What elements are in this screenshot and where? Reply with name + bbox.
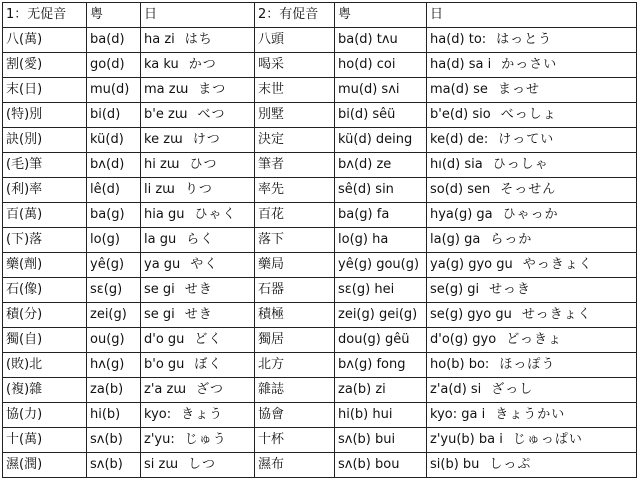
kana: ひゃっか (502, 207, 559, 222)
japanese-reading (141, 128, 255, 153)
japanese-reading (141, 353, 255, 378)
word-geminate: 濕布 (255, 453, 335, 478)
japanese-reading (141, 403, 255, 428)
cantonese-reading-2: sɛ(g) hei (335, 278, 427, 303)
cantonese-reading: ba(g) (87, 203, 141, 228)
word-geminate: 末世 (255, 78, 335, 103)
table-row (3, 328, 637, 353)
word-no-geminate: 割(愛) (3, 53, 87, 78)
table-row (3, 103, 637, 128)
word-geminate: 積極 (255, 303, 335, 328)
japanese-reading-2 (427, 453, 637, 478)
table-row (3, 128, 637, 153)
romaji: ho(b) bo: (430, 357, 490, 372)
cantonese-reading-2: yê(g) gou(g) (335, 253, 427, 278)
cantonese-reading: ou(g) (87, 328, 141, 353)
cantonese-reading-2: hi(b) hui (335, 403, 427, 428)
word-geminate: 別墅 (255, 103, 335, 128)
word-no-geminate: (下)落 (3, 228, 87, 253)
table-row (3, 278, 637, 303)
cantonese-reading-2: bi(d) sêü (335, 103, 427, 128)
japanese-reading-2 (427, 428, 637, 453)
romaji: d'o gu (144, 332, 185, 347)
romaji: ya(g) gyo gu (430, 257, 513, 272)
word-no-geminate: 濕(潤) (3, 453, 87, 478)
kana: ぼく (194, 357, 223, 372)
table-row (3, 53, 637, 78)
table-row (3, 378, 637, 403)
kana: らく (186, 232, 215, 247)
romaji: hi zɯ (144, 157, 180, 172)
romaji: ha zi (144, 32, 175, 47)
japanese-reading (141, 53, 255, 78)
word-no-geminate: 八(萬) (3, 28, 87, 53)
kana: けつ (192, 132, 221, 147)
word-geminate: 藥局 (255, 253, 335, 278)
word-no-geminate: (毛)筆 (3, 153, 87, 178)
japanese-reading (141, 153, 255, 178)
cantonese-reading: yê(g) (87, 253, 141, 278)
romaji: ma zɯ (144, 82, 189, 97)
word-geminate: 獨居 (255, 328, 335, 353)
japanese-reading-2 (427, 378, 637, 403)
japanese-reading (141, 228, 255, 253)
romaji: ma(d) se (430, 82, 488, 97)
kana: やく (190, 257, 219, 272)
japanese-reading-2 (427, 203, 637, 228)
table-row (3, 403, 637, 428)
word-geminate: 決定 (255, 128, 335, 153)
word-geminate: 筆者 (255, 153, 335, 178)
romaji: ke(d) de: (430, 132, 489, 147)
cantonese-reading-2: sʌ(b) bui (335, 428, 427, 453)
romaji: z'yu: (144, 432, 175, 447)
kana: どく (194, 332, 223, 347)
word-no-geminate: (特)別 (3, 103, 87, 128)
romaji: se gi (144, 307, 175, 322)
kana: ざっし (491, 382, 534, 397)
romaji: kyo: ga i (430, 407, 486, 422)
romaji: b'e zɯ (144, 107, 188, 122)
kana: まつ (198, 82, 227, 97)
table-row (3, 178, 637, 203)
kana: きょう (181, 407, 224, 422)
cantonese-reading-2: sʌ(b) bou (335, 453, 427, 478)
japanese-reading (141, 278, 255, 303)
cantonese-reading-2: dou(g) gêü (335, 328, 427, 353)
word-no-geminate: 十(萬) (3, 428, 87, 453)
word-no-geminate: 石(像) (3, 278, 87, 303)
kana: べっしょ (500, 107, 557, 122)
japanese-reading-2 (427, 403, 637, 428)
header-row (3, 3, 637, 28)
cantonese-reading-2: za(b) zi (335, 378, 427, 403)
romaji: ya gu (144, 257, 181, 272)
table-row (3, 353, 637, 378)
romaji: se(g) gi (430, 282, 480, 297)
kana: しつ (188, 457, 217, 472)
japanese-reading-2 (427, 328, 637, 353)
table-row (3, 253, 637, 278)
kana: はっとう (496, 32, 553, 47)
romaji: la(g) ga (430, 232, 481, 247)
header-yue-2: 粤 (335, 3, 427, 28)
word-geminate: 石器 (255, 278, 335, 303)
kana: はち (184, 32, 213, 47)
kana: せっき (489, 282, 531, 297)
romaji: la gu (144, 232, 177, 247)
japanese-reading-2 (427, 353, 637, 378)
word-no-geminate: (複)雜 (3, 378, 87, 403)
japanese-reading-2 (427, 53, 637, 78)
word-no-geminate: 藥(劑) (3, 253, 87, 278)
cantonese-reading-2: sê(d) sin (335, 178, 427, 203)
kana: そっせん (500, 182, 557, 197)
kana: ひっしゃ (492, 157, 549, 172)
table-row (3, 203, 637, 228)
cantonese-reading: lê(d) (87, 178, 141, 203)
kana: まっせ (497, 82, 540, 97)
kana: じゅう (184, 432, 227, 447)
word-no-geminate: 協(力) (3, 403, 87, 428)
japanese-reading (141, 378, 255, 403)
kana: せき (184, 307, 213, 322)
kana: べつ (197, 107, 226, 122)
word-geminate: 率先 (255, 178, 335, 203)
word-geminate: 百花 (255, 203, 335, 228)
cantonese-reading: bʌ(d) (87, 153, 141, 178)
romaji: z'a(d) si (430, 382, 482, 397)
kana: しっぷ (489, 457, 532, 472)
romaji: ka ku (144, 57, 179, 72)
japanese-reading (141, 78, 255, 103)
kana: せき (184, 282, 213, 297)
romaji: ha(d) sa i (430, 57, 492, 72)
romaji: li zɯ (144, 182, 175, 197)
table-row (3, 28, 637, 53)
japanese-reading-2 (427, 278, 637, 303)
cantonese-reading-2: zei(g) gei(g) (335, 303, 427, 328)
cantonese-reading: bi(d) (87, 103, 141, 128)
cantonese-reading-2: ba(g) fa (335, 203, 427, 228)
romaji: hı(d) sia (430, 157, 483, 172)
kana: けってい (498, 132, 555, 147)
japanese-reading-2 (427, 253, 637, 278)
japanese-reading-2 (427, 128, 637, 153)
header-left-group: 1：无促音 (3, 3, 87, 28)
word-geminate: 雜誌 (255, 378, 335, 403)
cantonese-reading: mu(d) (87, 78, 141, 103)
word-no-geminate: 末(日) (3, 78, 87, 103)
kana: じゅっぱい (512, 432, 583, 447)
romaji: z'yu(b) ba i (430, 432, 503, 447)
kana: ひゃく (194, 207, 237, 222)
cantonese-reading-2: ba(d) tʌu (335, 28, 427, 53)
kana: かっさい (501, 57, 558, 72)
japanese-reading-2 (427, 303, 637, 328)
cantonese-reading-2: lo(g) ha (335, 228, 427, 253)
japanese-reading (141, 303, 255, 328)
cantonese-reading: hʌ(g) (87, 353, 141, 378)
romaji: hya(g) ga (430, 207, 493, 222)
kana: りつ (184, 182, 213, 197)
cantonese-reading-2: mu(d) sʌi (335, 78, 427, 103)
romaji: hia gu (144, 207, 185, 222)
kana: かつ (188, 57, 217, 72)
japanese-reading-2 (427, 153, 637, 178)
table-row (3, 78, 637, 103)
romaji: z'a zɯ (144, 382, 186, 397)
japanese-reading-2 (427, 78, 637, 103)
cantonese-reading-2: bʌ(d) ze (335, 153, 427, 178)
cantonese-reading: sʌ(b) (87, 453, 141, 478)
romaji: so(d) sen (430, 182, 491, 197)
table-row (3, 453, 637, 478)
table-row (3, 228, 637, 253)
japanese-reading-2 (427, 28, 637, 53)
word-geminate: 喝采 (255, 53, 335, 78)
romaji: b'o gu (144, 357, 185, 372)
cantonese-reading: kü(d) (87, 128, 141, 153)
kana: ひつ (189, 157, 218, 172)
word-geminate: 十杯 (255, 428, 335, 453)
japanese-reading (141, 328, 255, 353)
cantonese-reading: lo(g) (87, 228, 141, 253)
romaji: kyo: (144, 407, 172, 422)
japanese-reading (141, 253, 255, 278)
header-right-group: 2：有促音 (255, 3, 335, 28)
cantonese-reading-2: kü(d) deing (335, 128, 427, 153)
japanese-reading-2 (427, 228, 637, 253)
header-yue: 粤 (87, 3, 141, 28)
word-no-geminate: 積(分) (3, 303, 87, 328)
word-no-geminate: (利)率 (3, 178, 87, 203)
cantonese-reading: zei(g) (87, 303, 141, 328)
cantonese-reading: go(d) (87, 53, 141, 78)
romaji: se(g) gyo gu (430, 307, 512, 322)
japanese-reading (141, 203, 255, 228)
kana: ほっぽう (499, 357, 556, 372)
japanese-reading-2 (427, 178, 637, 203)
japanese-reading-2 (427, 103, 637, 128)
japanese-reading (141, 453, 255, 478)
kana: せっきょく (521, 307, 592, 322)
kana: きょうかい (495, 407, 566, 422)
kana: らっか (490, 232, 533, 247)
word-geminate: 北方 (255, 353, 335, 378)
header-ri-2: 日 (427, 3, 637, 28)
cantonese-reading: sʌ(b) (87, 428, 141, 453)
kana: やっきょく (522, 257, 593, 272)
table-row (3, 303, 637, 328)
comparison-table (2, 2, 637, 478)
cantonese-reading-2: ho(d) coi (335, 53, 427, 78)
word-no-geminate: 訣(別) (3, 128, 87, 153)
word-no-geminate: 獨(自) (3, 328, 87, 353)
japanese-reading (141, 28, 255, 53)
romaji: si zɯ (144, 457, 179, 472)
romaji: d'o(g) gyo (430, 332, 497, 347)
cantonese-reading: za(b) (87, 378, 141, 403)
cantonese-reading: sɛ(g) (87, 278, 141, 303)
japanese-reading (141, 178, 255, 203)
table-row (3, 153, 637, 178)
header-ri: 日 (141, 3, 255, 28)
japanese-reading (141, 103, 255, 128)
romaji: se gi (144, 282, 175, 297)
kana: どっきょ (506, 332, 562, 347)
cantonese-reading-2: bʌ(g) fong (335, 353, 427, 378)
table-row (3, 428, 637, 453)
word-no-geminate: (敗)北 (3, 353, 87, 378)
romaji: si(b) bu (430, 457, 480, 472)
word-geminate: 八頭 (255, 28, 335, 53)
word-no-geminate: 百(萬) (3, 203, 87, 228)
cantonese-reading: hi(b) (87, 403, 141, 428)
japanese-reading (141, 428, 255, 453)
cantonese-reading: ba(d) (87, 28, 141, 53)
romaji: ha(d) to: (430, 32, 487, 47)
word-geminate: 落下 (255, 228, 335, 253)
romaji: ke zɯ (144, 132, 183, 147)
word-geminate: 協會 (255, 403, 335, 428)
kana: ざつ (195, 382, 224, 397)
romaji: b'e(d) sio (430, 107, 491, 122)
